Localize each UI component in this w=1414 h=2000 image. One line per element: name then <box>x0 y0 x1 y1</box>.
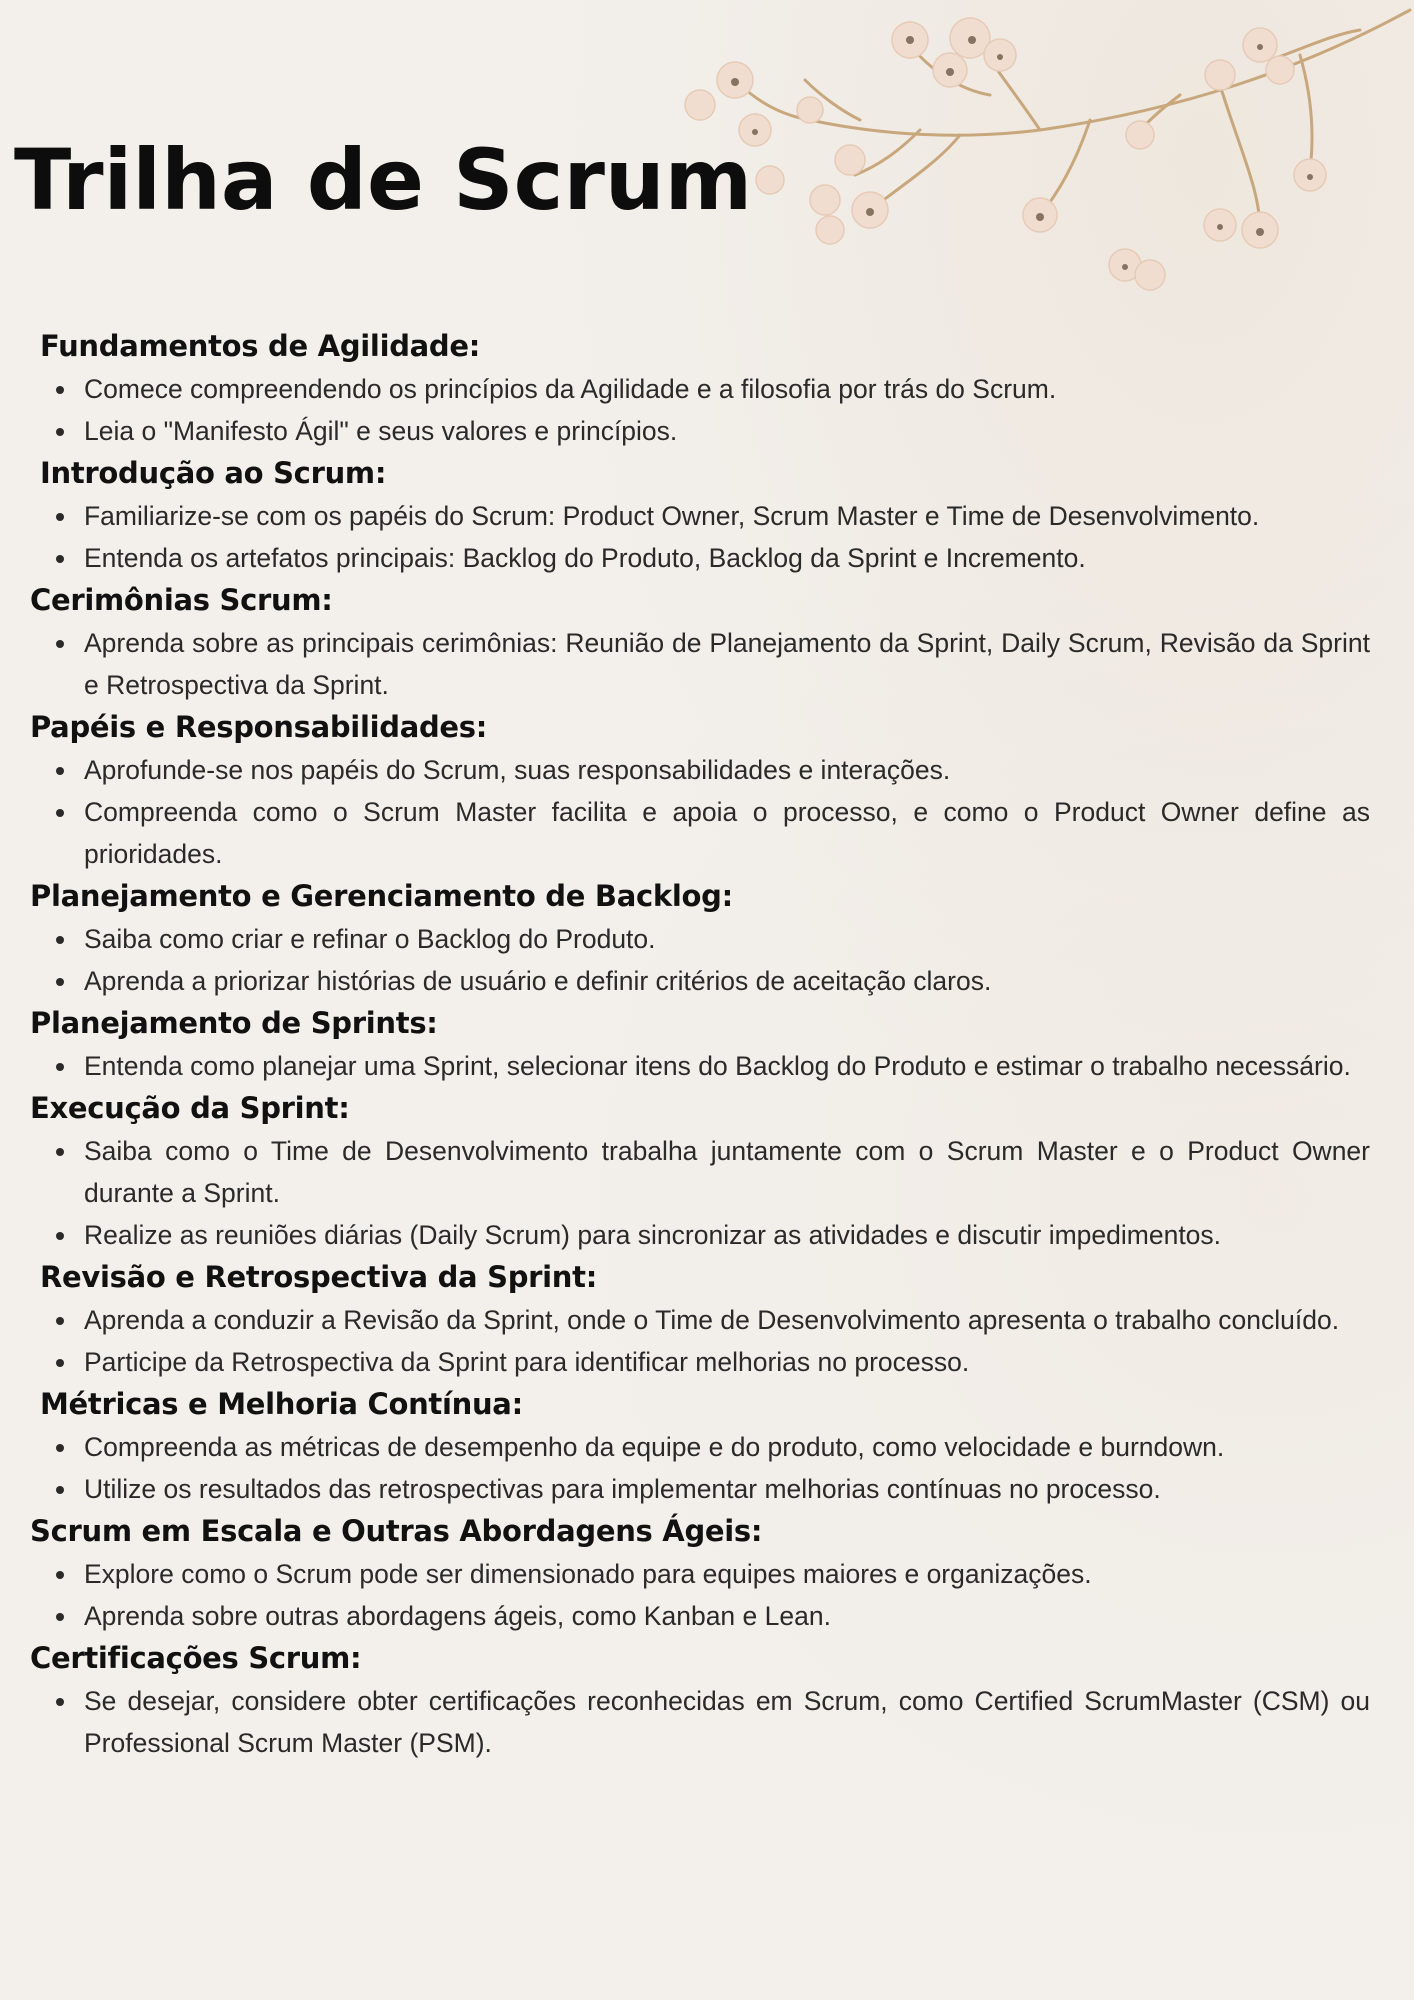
list-item: Compreenda as métricas de desempenho da equipe e do produto, como velocidade e burndown. <box>30 1426 1370 1468</box>
section-heading: Scrum em Escala e Outras Abordagens Ágeis: <box>30 1514 763 1548</box>
bullet-list <box>30 1553 1370 1637</box>
bullet-list <box>30 1130 1370 1256</box>
list-item: Aprenda a conduzir a Revisão da Sprint, onde o Time de Desenvolvimento apresenta o trabalho concluído. <box>30 1299 1370 1341</box>
list-item: Saiba como o Time de Desenvolvimento trabalha juntamente com o Scrum Master e o Product Owner durante a Sprint. <box>30 1130 1370 1214</box>
list-item: Realize as reuniões diárias (Daily Scrum) para sincronizar as atividades e discutir impedimentos. <box>30 1214 1370 1256</box>
bullet-list <box>30 495 1370 579</box>
flower-branch-decoration <box>660 0 1414 310</box>
section-execucao-sprint <box>30 1087 1370 1256</box>
section-revisao-retrospectiva <box>30 1256 1370 1383</box>
scrum-trail-content <box>30 325 1370 1764</box>
bullet-list <box>30 1426 1370 1510</box>
section-heading: Execução da Sprint: <box>30 1091 350 1125</box>
section-metricas-melhoria <box>30 1383 1370 1510</box>
list-item: Leia o "Manifesto Ágil" e seus valores e princípios. <box>30 410 1370 452</box>
section-introducao-scrum <box>30 452 1370 579</box>
list-item: Entenda os artefatos principais: Backlog do Produto, Backlog da Sprint e Incremento. <box>30 537 1370 579</box>
list-item: Aprofunde-se nos papéis do Scrum, suas responsabilidades e interações. <box>30 749 1370 791</box>
section-cerimonias-scrum <box>30 579 1370 706</box>
bullet-list <box>30 749 1370 875</box>
section-heading: Certificações Scrum: <box>30 1641 362 1675</box>
section-heading: Fundamentos de Agilidade: <box>40 329 481 363</box>
list-item: Utilize os resultados das retrospectivas para implementar melhorias contínuas no processo. <box>30 1468 1370 1510</box>
section-heading: Papéis e Responsabilidades: <box>30 710 488 744</box>
list-item: Se desejar, considere obter certificações reconhecidas em Scrum, como Certified ScrumMaster (CSM) ou Professional Scrum Master (PSM). <box>30 1680 1370 1764</box>
section-certificacoes <box>30 1637 1370 1764</box>
section-planejamento-backlog <box>30 875 1370 1002</box>
bullet-list <box>30 1299 1370 1383</box>
section-heading: Revisão e Retrospectiva da Sprint: <box>40 1260 598 1294</box>
bullet-list <box>30 368 1370 452</box>
section-heading: Planejamento de Sprints: <box>30 1006 438 1040</box>
section-planejamento-sprints <box>30 1002 1370 1087</box>
bullet-list <box>30 1680 1370 1764</box>
section-scrum-escala <box>30 1510 1370 1637</box>
section-heading: Introdução ao Scrum: <box>40 456 387 490</box>
list-item: Explore como o Scrum pode ser dimensionado para equipes maiores e organizações. <box>30 1553 1370 1595</box>
section-fundamentos-agilidade <box>30 325 1370 452</box>
list-item: Familiarize-se com os papéis do Scrum: Product Owner, Scrum Master e Time de Desenvolvimento. <box>30 495 1370 537</box>
list-item: Aprenda sobre as principais cerimônias: Reunião de Planejamento da Sprint, Daily Scrum, Revisão da Sprint e Retrospectiva da Sprint. <box>30 622 1370 706</box>
section-heading: Cerimônias Scrum: <box>30 583 333 617</box>
section-heading: Métricas e Melhoria Contínua: <box>40 1387 523 1421</box>
list-item: Participe da Retrospectiva da Sprint para identificar melhorias no processo. <box>30 1341 1370 1383</box>
bullet-list <box>30 622 1370 706</box>
list-item: Aprenda sobre outras abordagens ágeis, como Kanban e Lean. <box>30 1595 1370 1637</box>
list-item: Entenda como planejar uma Sprint, selecionar itens do Backlog do Produto e estimar o trabalho necessário. <box>30 1045 1370 1087</box>
list-item: Compreenda como o Scrum Master facilita e apoia o processo, e como o Product Owner define as prioridades. <box>30 791 1370 875</box>
section-heading: Planejamento e Gerenciamento de Backlog: <box>30 879 733 913</box>
list-item: Saiba como criar e refinar o Backlog do Produto. <box>30 918 1370 960</box>
bullet-list <box>30 918 1370 1002</box>
page-title: Trilha de Scrum <box>14 131 753 229</box>
section-papeis-responsabilidades <box>30 706 1370 875</box>
bullet-list <box>30 1045 1370 1087</box>
list-item: Aprenda a priorizar histórias de usuário e definir critérios de aceitação claros. <box>30 960 1370 1002</box>
list-item: Comece compreendendo os princípios da Agilidade e a filosofia por trás do Scrum. <box>30 368 1370 410</box>
